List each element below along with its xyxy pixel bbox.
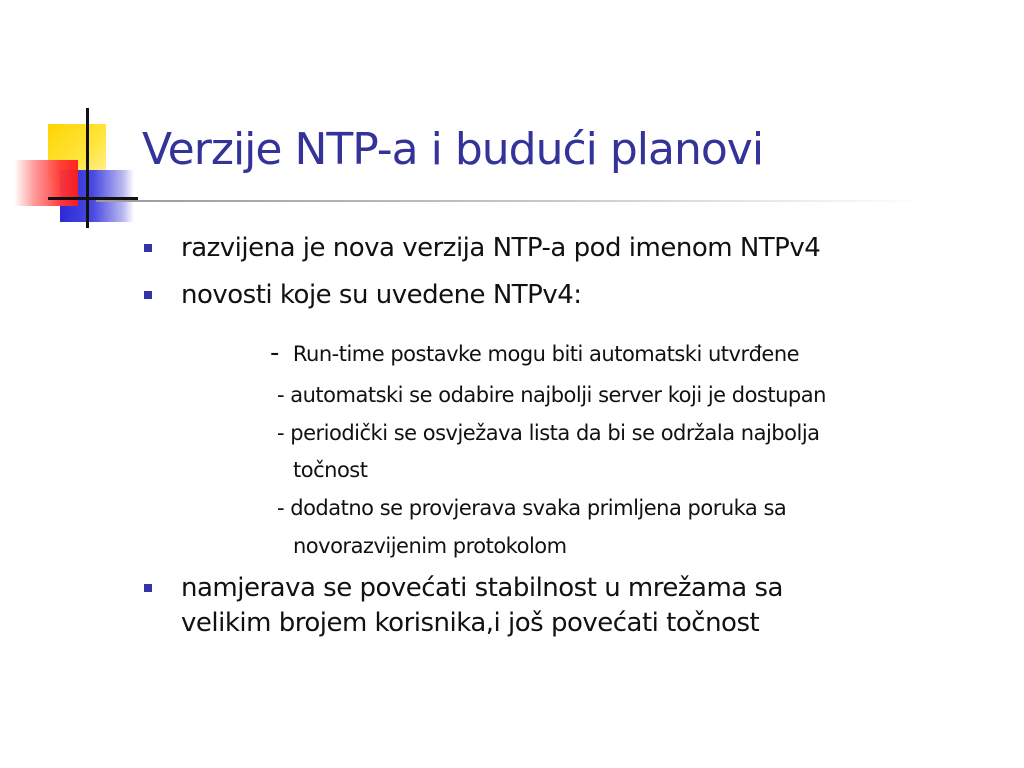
- sub-item: - dodatno se provjerava svaka primljena poruka sa: [277, 496, 787, 520]
- bullet-text: velikim brojem korisnika,i još povećati točnost: [181, 608, 760, 638]
- sub-item: - periodički se osvježava lista da bi se održala najbolja: [277, 421, 820, 445]
- bullet-text: novosti koje su uvedene NTPv4:: [181, 280, 582, 310]
- sub-item-continuation: točnost: [293, 458, 368, 482]
- bullet-text: razvijena je nova verzija NTP-a pod imenom NTPv4: [181, 233, 821, 263]
- slide-title: Verzije NTP-a i budući planovi: [142, 124, 764, 175]
- sub-item-dash: -: [270, 338, 279, 368]
- sub-item: [270, 340, 799, 367]
- decorative-logo: [0, 0, 150, 240]
- square-bullet-icon: [144, 244, 152, 252]
- square-bullet-icon: [144, 584, 152, 592]
- title-underline: [96, 200, 926, 202]
- sub-item-continuation: novorazvijenim protokolom: [293, 534, 567, 558]
- logo-vertical-line: [86, 108, 89, 228]
- sub-item-text: Run-time postavke mogu biti automatski utvrđene: [292, 342, 800, 366]
- sub-item: - automatski se odabire najbolji server koji je dostupan: [277, 383, 826, 407]
- bullet-text: namjerava se povećati stabilnost u mrežama sa: [181, 573, 783, 603]
- square-bullet-icon: [144, 291, 152, 299]
